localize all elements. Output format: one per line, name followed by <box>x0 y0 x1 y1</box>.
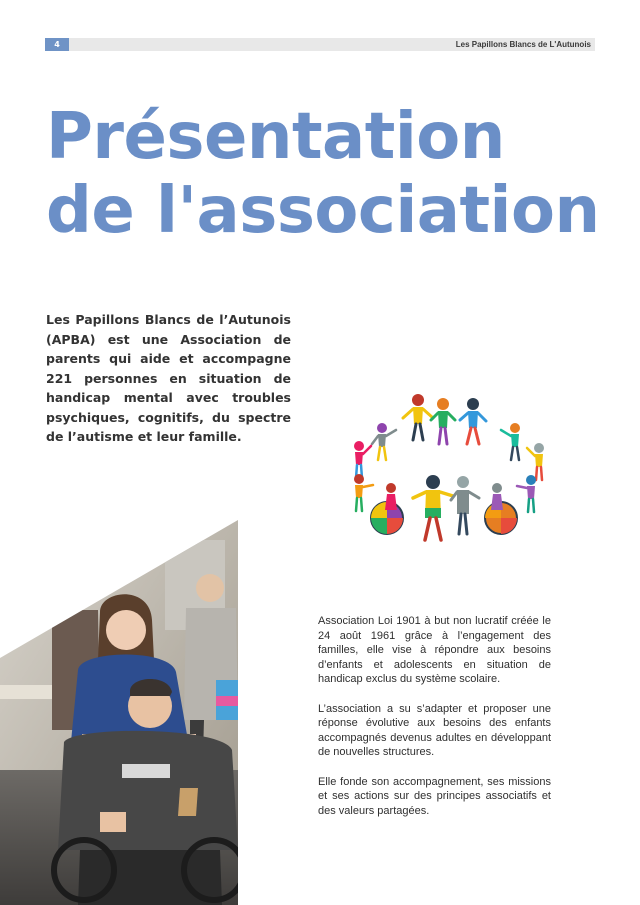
people-in-wheelchair-photo <box>0 520 238 905</box>
running-title: Les Papillons Blancs de L'Autunois <box>455 40 591 49</box>
body-paragraph-2: L’association a su s’adapter et proposer une réponse évolutive aux besoins des enfants accompagnés devenus adultes en développant de nouvelles structures. <box>318 702 551 759</box>
page-title-line-1: Présentation <box>46 100 505 174</box>
circle-of-people-holding-hands-icon <box>345 392 555 550</box>
page-title <box>46 100 600 248</box>
body-paragraph-1: Association Loi 1901 à but non lucratif créée le 24 août 1961 grâce à l’engagement des familles, elle vise à répondre aux besoins d’enfants et adolescents en situation de handicap exclus du système scolaire. <box>318 615 551 686</box>
page-number: 4 <box>45 38 69 51</box>
page-title-line-2: de l'association <box>46 174 600 248</box>
figure <box>403 394 433 440</box>
body-paragraph-3: Elle fonde son accompagnement, ses missions et ses actions sur des principes associatifs et des valeurs partagées. <box>318 775 551 817</box>
header-bar <box>45 38 595 51</box>
intro-paragraph: Les Papillons Blancs de l’Autunois (APBA) est une Association de parents qui aide et accompagne 221 personnes en situation de handicap mental avec troubles psychiques, cognitifs, du spectre de l’autisme et leur famille. <box>46 312 291 444</box>
body-text <box>318 614 551 833</box>
